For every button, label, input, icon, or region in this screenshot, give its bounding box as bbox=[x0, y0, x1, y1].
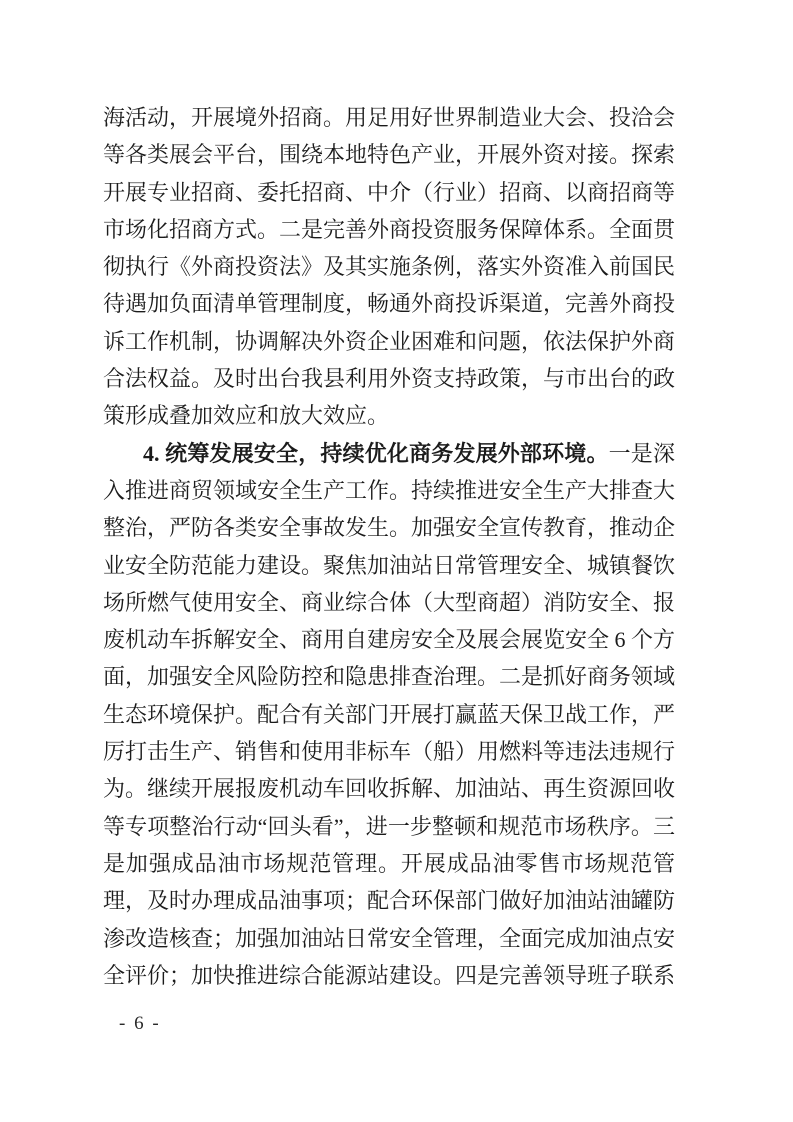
paragraph bbox=[103, 435, 675, 994]
paragraph-heading-segment: 4. 统筹发展安全，持续优化商务发展外部环境。 bbox=[143, 440, 609, 466]
paragraph-text-segment: 海活动，开展境外招商。用足用好世界制造业大会、投洽会等各类展会平台，围绕本地特色产业，开展外资对接。探索开展专业招商、委托招商、中介（行业）招商、以商招商等市场化招商方式。二是完善外商投资服务保障体系。全面贯彻执行《外商投资法》及其实施条例，落实外资准入前国民待遇加负面清单管理制度，畅通外商投诉渠道，完善外商投诉工作机制，协调解决外资企业困难和问题，依法保护外商合法权益。及时出台我县利用外资支持政策，与市出台的政策形成叠加效应和放大效应。 bbox=[103, 105, 676, 429]
page-number: - 6 - bbox=[119, 1013, 161, 1034]
paragraph-text-segment: 一是深入推进商贸领域安全生产工作。持续推进安全生产大排查大整治，严防各类安全事故发生。加强安全宣传教育，推动企业安全防范能力建设。聚焦加油站日常管理安全、城镇餐饮场所燃气使用安全、商业综合体（大型商超）消防安全、报废机动车拆解安全、商用自建房安全及展会展览安全 6 个方面，加强安全风险防控和隐患排查治理。二是抓好商务领域生态环境保护。配合有关部门开展打赢蓝天保卫战工作，严厉打击生产、销售和使用非标车（船）用燃料等违法违规行为。继续开展报废机动车回收拆解、加油站、再生资源回收等专项整治行动“回头看”，进一步整顿和规范市场秩序。三是加强成品油市场规范管理。开展成品油零售市场规范管理，及时办理成品油事项；配合环保部门做好加油站油罐防渗改造核查；加强加油站日常安全管理，全面完成加油点安全评价；加快推进综合能源站建设。四是完善领导班子联系 bbox=[103, 440, 676, 988]
document-body bbox=[103, 99, 675, 994]
paragraph bbox=[103, 99, 675, 435]
